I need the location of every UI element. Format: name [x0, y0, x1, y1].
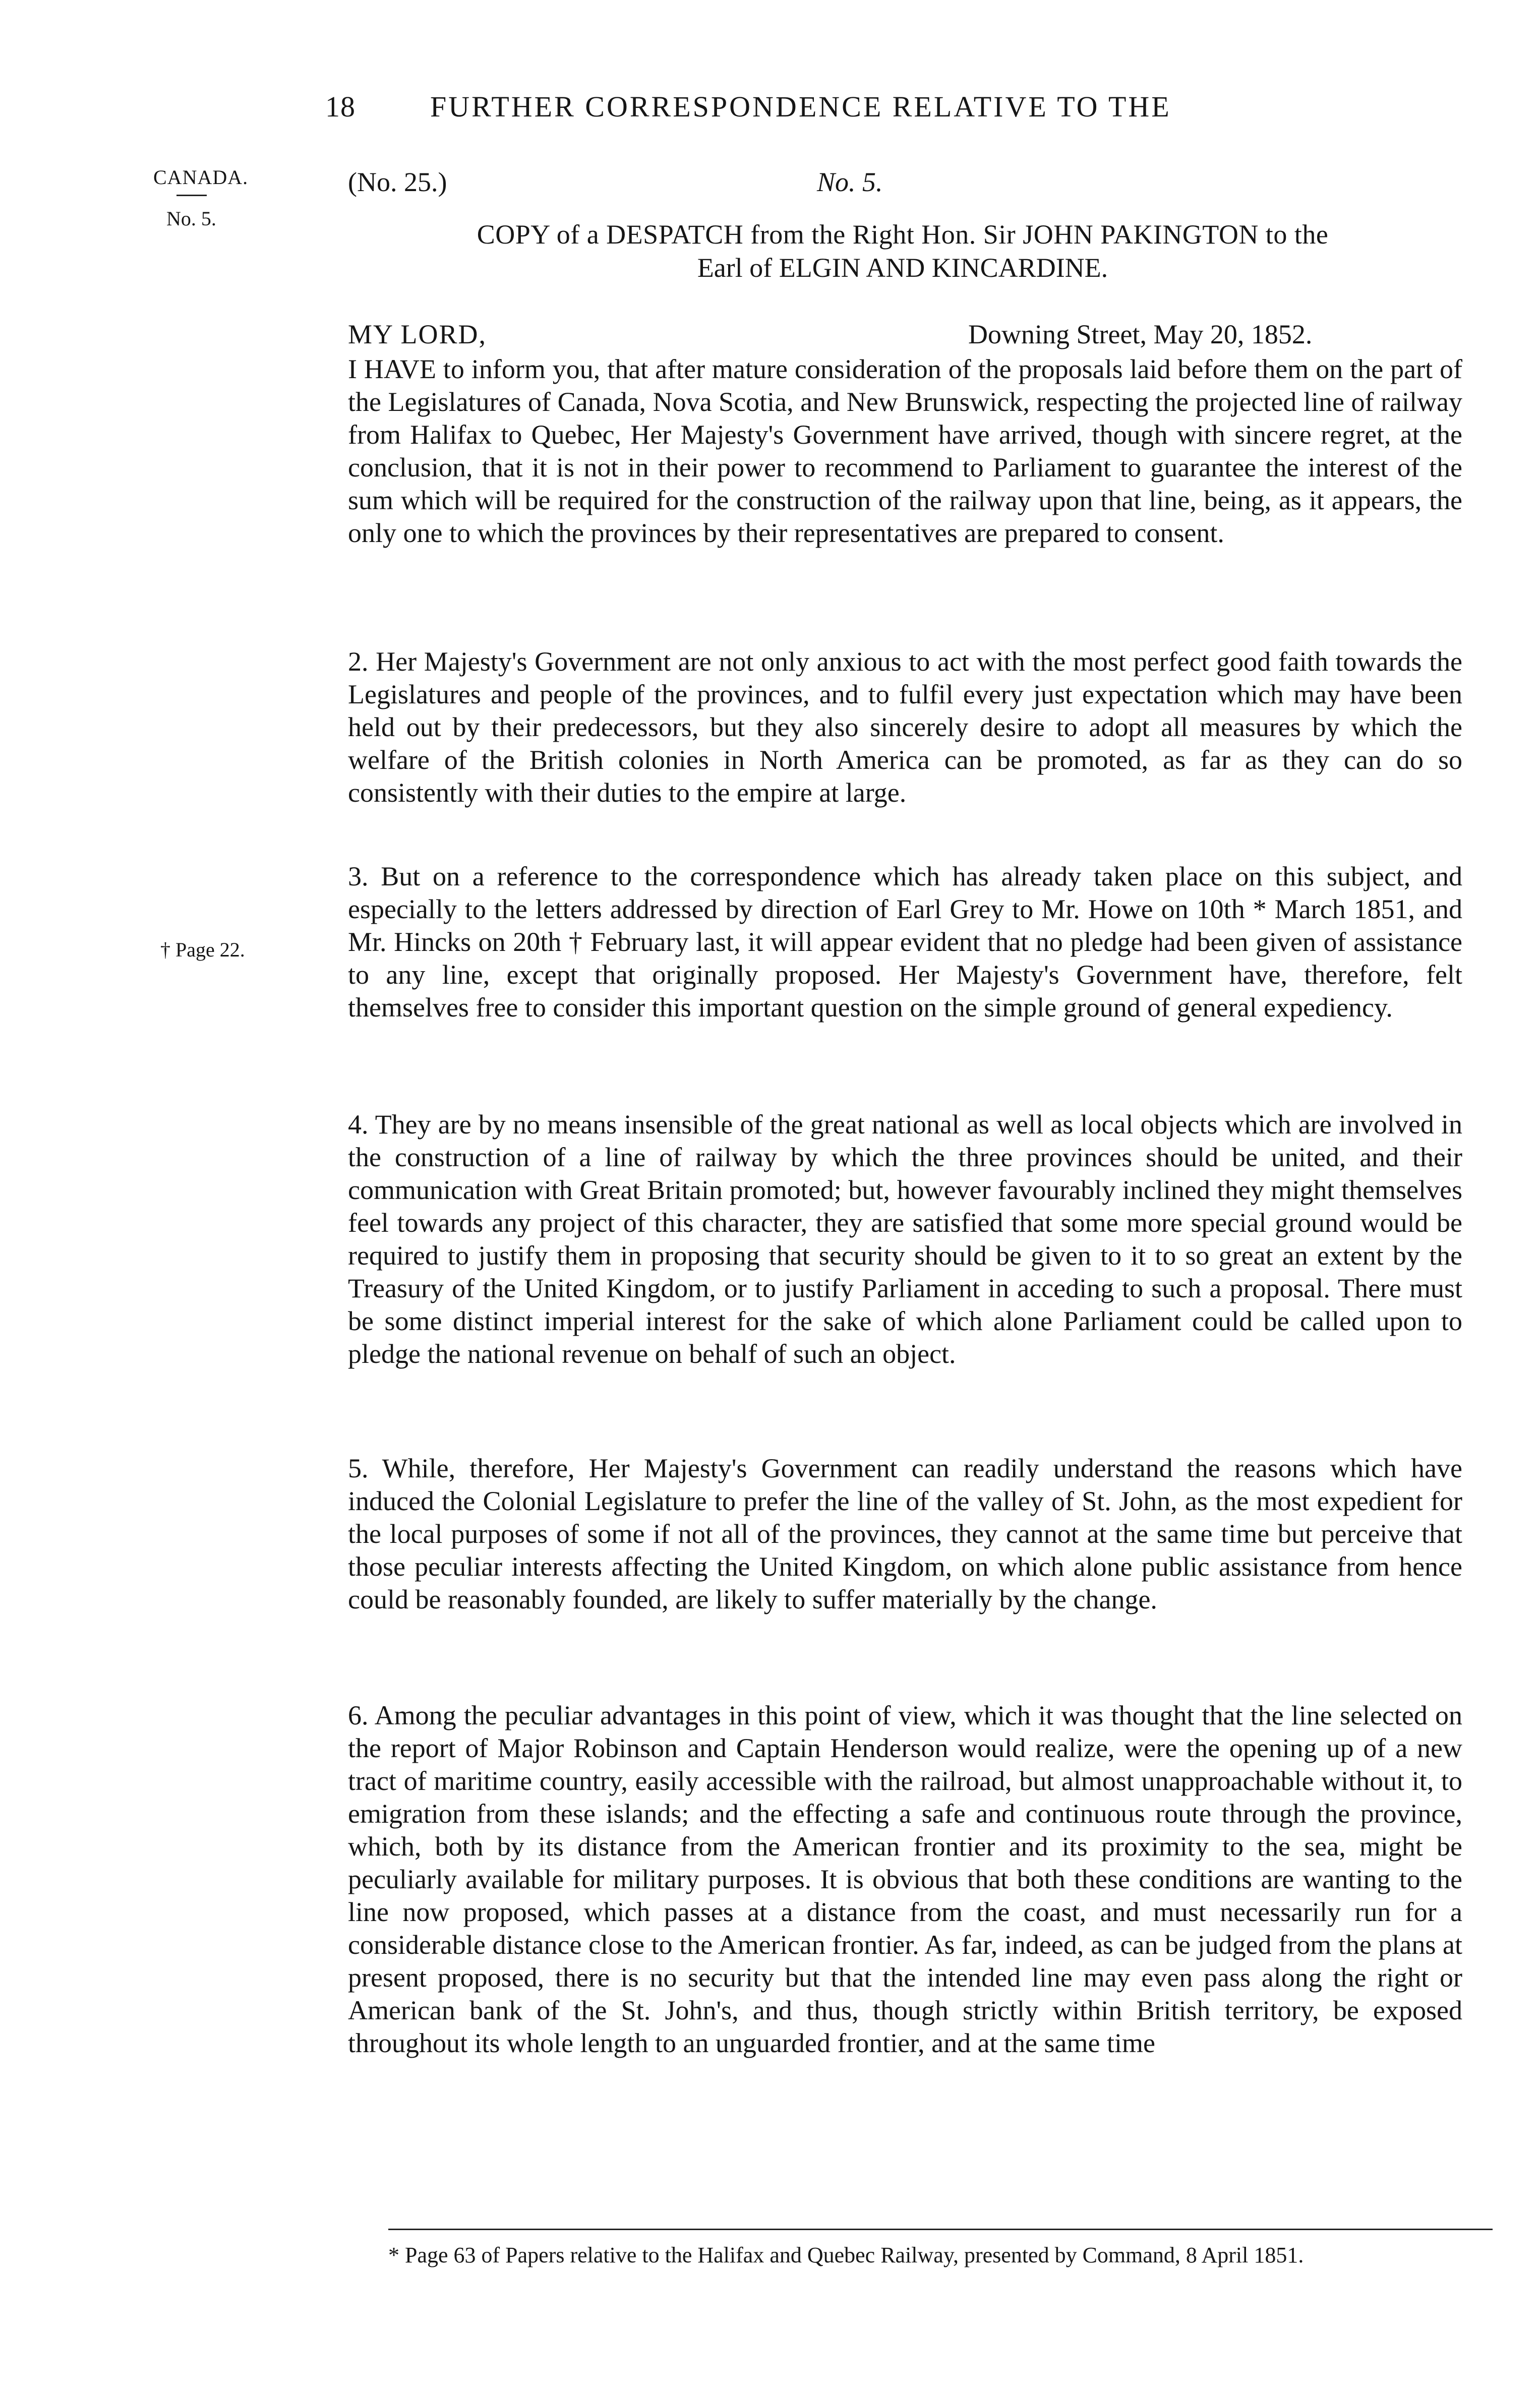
margin-colony-label: CANADA.: [153, 166, 249, 189]
paragraph-3: 3. But on a reference to the correspondence which has already taken place on this subject, and especially to the letters addressed by direction of Earl Grey to Mr. Howe on 10th * March 1851, and Mr. Hincks on 20th † February last, it will appear evident that no pledge had been given of assistance to any line, except that originally proposed. Her Majesty's Government have, therefore, felt themselves free to consider this important question on the simple ground of general expediency.: [348, 861, 1462, 1023]
margin-despatch-number: No. 5.: [166, 207, 216, 230]
footnote: * Page 63 of Papers relative to the Halifax and Quebec Railway, presented by Command, 8 April 1851.: [388, 2243, 1304, 2267]
margin-rule: [176, 195, 207, 196]
page-number: 18: [325, 90, 356, 123]
paragraph-4: 4. They are by no means insensible of the great national as well as local objects which are involved in the construction of a line of railway by which the three provinces should be united, and their communication with Great Britain promoted; but, however favourably inclined they might themselves feel towards any project of this character, they are satisfied that some more special ground would be required to justify them in proposing that security should be given to it to so great an extent by the Treasury of the United Kingdom, or to justify Parliament in acceding to such a proposal. There must be some distinct imperial interest for the sake of which alone Parliament could be called upon to pledge the national revenue on behalf of such an object.: [348, 1109, 1462, 1369]
despatch-heading: [348, 218, 1457, 284]
running-head-title: FURTHER CORRESPONDENCE RELATIVE TO THE: [430, 90, 1171, 123]
footnote-rule: [388, 2229, 1493, 2230]
paper-number: (No. 25.): [348, 167, 447, 197]
despatch-number: No. 5.: [817, 167, 883, 197]
heading-line-2: Earl of ELGIN AND KINCARDINE.: [697, 253, 1108, 283]
paragraph-1-text: to inform you, that after mature consideration of the proposals laid before them on the part of the Legislatures of Canada, Nova Scotia, and New Brunswick, respecting the projected line of railway from Halifax to Quebec, Her Majesty's Government have arrived, though with sincere regret, at the conclusion, that it is not in their power to recommend to Parliament to guarantee the interest of the sum which will be required for the construction of the railway upon that line, being, as it appears, the only one to which the provinces by their representatives are prepared to consent.: [348, 354, 1463, 548]
margin-page-reference: † Page 22.: [160, 938, 245, 961]
paragraph-1: [348, 353, 1462, 550]
paragraph-5: 5. While, therefore, Her Majesty's Government can readily understand the reasons which have induced the Colonial Legislature to prefer the line of the valley of St. John, as the most expedient for the local purposes of some if not all of the provinces, they cannot at the same time but perceive that those peculiar interests affecting the United Kingdom, on which alone public assistance from hence could be reasonably founded, are likely to suffer materially by the change.: [348, 1453, 1462, 1614]
dateline: Downing Street, May 20, 1852.: [968, 319, 1313, 349]
paragraph-1-opening: I HAVE: [348, 354, 436, 384]
paragraph-2: 2. Her Majesty's Government are not only anxious to act with the most perfect good faith towards the Legislatures and people of the provinces, and to fulfil every just expectation which may have been held out by their predecessors, but they also sincerely desire to adopt all measures by which the welfare of the British colonies in North America can be promoted, as far as they can do so consistently with their duties to the empire at large.: [348, 646, 1462, 808]
paragraph-6: 6. Among the peculiar advantages in this point of view, which it was thought that the line selected on the report of Major Robinson and Captain Henderson would realize, were the opening up of a new tract of maritime country, easily accessible with the railroad, but almost unapproachable without it, to emigration from these islands; and the effecting a safe and continuous route through the province, which, both by its distance from the American frontier and its proximity to the sea, might be peculiarly available for military purposes. It is obvious that both these conditions are wanting to the line now proposed, which passes at a distance from the coast, and must necessarily run for a considerable distance close to the American frontier. As far, indeed, as can be judged from the plans at present proposed, there is no security but that the intended line may even pass along the right or American bank of the St. John's, and thus, though strictly within British territory, be exposed throughout its whole length to an unguarded frontier, and at the same time: [348, 1700, 1462, 2058]
heading-line-1: COPY of a DESPATCH from the Right Hon. Sir JOHN PAKINGTON to the: [477, 219, 1329, 250]
salutation: MY LORD,: [348, 319, 487, 349]
